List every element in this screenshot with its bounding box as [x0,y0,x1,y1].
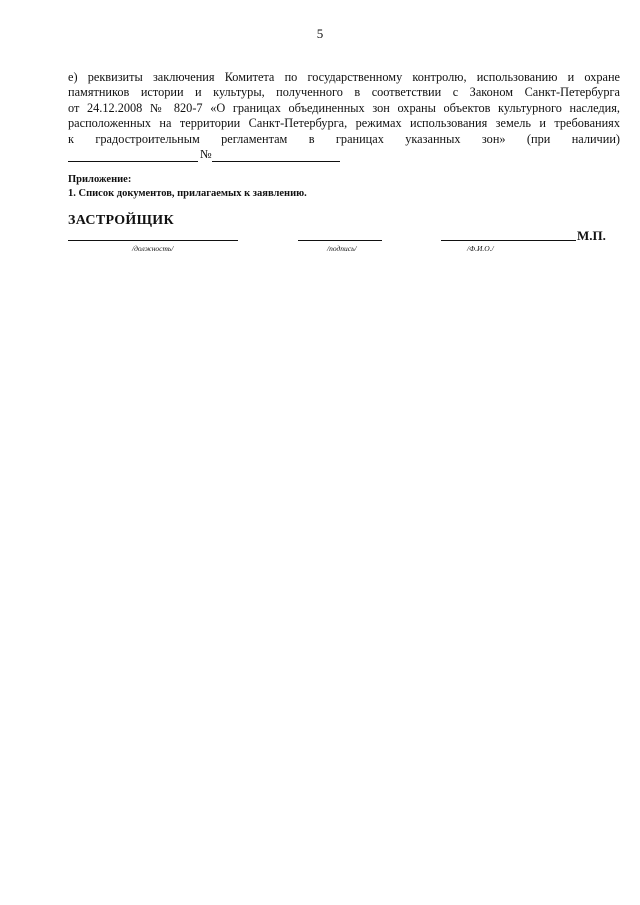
signature-line [298,240,382,241]
appendix-item: 1. Список документов, прилагаемых к заявлению. [68,188,307,199]
requirement-paragraph [68,70,620,162]
developer-heading: ЗАСТРОЙЩИК [68,213,174,228]
name-line [441,240,576,241]
name-caption: /Ф.И.О./ [467,244,494,253]
paragraph-line: к градостроительным регламентам в границах указанных зон» (при наличии) [68,131,620,146]
page-number: 5 [316,26,324,41]
position-line [68,240,238,241]
signature-caption: /подпись/ [327,244,357,253]
paragraph-line-fill [68,147,620,162]
conclusion-date-blank [68,149,198,162]
paragraph-line: от 24.12.2008 № 820-7 «О границах объединенных зон охраны объектов культурного наследия, [68,100,620,115]
appendix-title: Приложение: [68,174,132,185]
paragraph-line: расположенных на территории Санкт-Петербурга, режимах использования земель и требованиях [68,116,620,131]
paragraph-line: е) реквизиты заключения Комитета по государственному контролю, использованию и охране [68,70,620,84]
number-sign: № [200,147,212,162]
paragraph-line: памятников истории и культуры, полученного в соответствии с Законом Санкт-Петербурга [68,85,620,100]
position-caption: /должность/ [132,244,174,253]
conclusion-number-blank [212,149,340,162]
seal-label: М.П. [577,228,606,243]
